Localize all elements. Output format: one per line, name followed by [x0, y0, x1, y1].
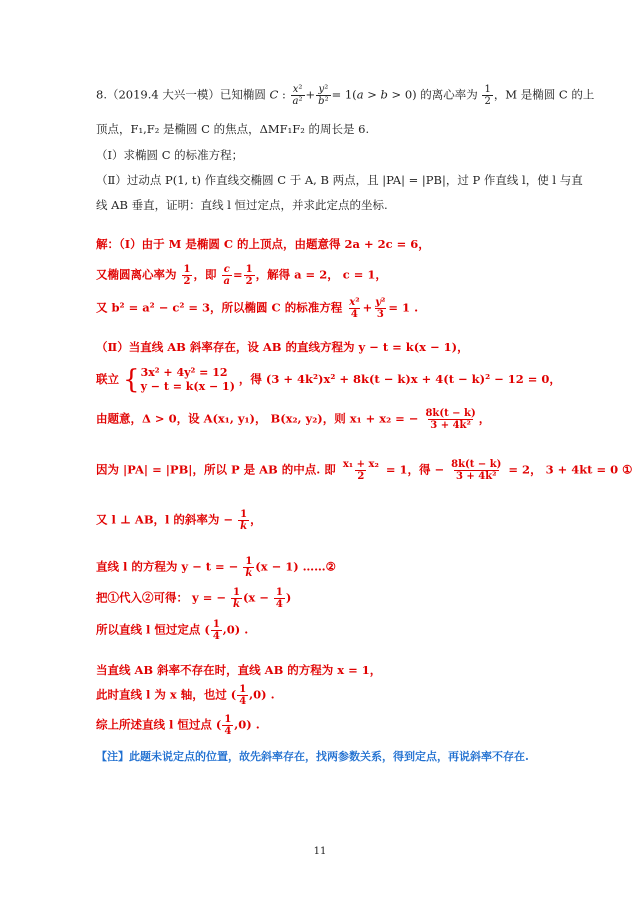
fraction-y2-b2: $\frac{\text{y²}}{\text{b²}}$: [318, 84, 329, 107]
problem-line-2: 顶点，F₁,F₂ 是椭圆 C 的焦点，ΔMF₁F₂ 的周长是 6.: [96, 122, 370, 136]
fraction-x2-a2: $\frac{\text{x²}}{\text{a²}}$: [292, 84, 303, 107]
solution-step-5: 联立 { 3x² + 4y² = 12 y − t = k(x − 1) ，得 (3 + 4k²)x² + 8k(t − k)x + 4(t − k)² − 12 = 0，: [96, 365, 561, 395]
problem-part-2-line-2: 线 AB 垂直，证明：直线 l 恒过定点，并求此定点的坐标.: [96, 198, 388, 212]
solution-step-6: 由题意，Δ > 0，设 A(x₁, y₁)， B(x₂, y₂)，则 x₁ + x₂ = − $\frac{8k(t - k)}{\text{3 + 4k²}}$ ，: [96, 408, 491, 431]
solution-step-11: 所以直线 l 恒过定点 ( $\frac{1}{4}$ ,0) .: [96, 619, 249, 642]
note: 【注】此题未说定点的位置，故先斜率存在，找两参数关系，得到定点，再说斜率不存在.: [96, 750, 529, 763]
solution-step-12: 当直线 AB 斜率不存在时，直线 AB 的方程为 x = 1，: [96, 663, 382, 677]
solution-step-3: 又 b² = a² − c² = 3，所以椭圆 C 的标准方程 $\frac{\text{x²}}{4}$ + $\frac{\text{y²}}{3}$ = 1 .: [96, 297, 419, 320]
solution-step-2: 又椭圆离心率为 $\frac{1}{2}$ ，即 $\frac{c}{a}$ = $\frac{1}{2}$ ，解得 a = 2， c = 1，: [96, 264, 387, 287]
problem-part-2-line-1: （Ⅱ）过动点 P(1, t) 作直线交椭圆 C 于 A, B 两点，且 |PA| = |PB|，过 P 作直线 l，使 l 与直: [96, 173, 583, 187]
solution-step-1: 解：（Ⅰ）由于 M 是椭圆 C 的上顶点，由题意得 2a + 2c = 6，: [96, 237, 430, 251]
page-number: 11: [313, 846, 327, 857]
fraction-one-half: $\frac{1}{2}$: [484, 84, 491, 107]
problem-line-1: 8.（2019.4 大兴一模）已知椭圆 C : $\frac{\text{x²}}{\text{a²}}$ + $\frac{\text{y²}}{\text{b²}}$ = 1(a > b > 0) 的离心率为 $\frac{1}{2}$ ，M 是椭圆 C 的上: [96, 84, 595, 107]
solution-step-8: 又 l ⊥ AB，l 的斜率为 − $\frac{1}{k}$ ，: [96, 509, 262, 532]
solution-step-14: 综上所述直线 l 恒过点 ( $\frac{1}{4}$ ,0) .: [96, 714, 260, 737]
equation-system: { 3x² + 4y² = 12 y − t = k(x − 1): [123, 365, 235, 395]
problem-part-1: （Ⅰ）求椭圆 C 的标准方程；: [96, 148, 244, 162]
solution-step-13: 此时直线 l 为 x 轴，也过 ( $\frac{1}{4}$ ,0) .: [96, 684, 275, 707]
solution-step-10: 把①代入②可得： y = − $\frac{1}{k}$ (x − $\frac{1}{4}$ ): [96, 587, 292, 610]
solution-step-4: （Ⅱ）当直线 AB 斜率存在，设 AB 的直线方程为 y − t = k(x − 1)，: [96, 340, 469, 354]
solution-step-7: 因为 |PA| = |PB|，所以 P 是 AB 的中点. 即 $\frac{\text{x₁ + x₂}}{2}$ = 1，得 − $\frac{8k(t - k)}{\text{3 + 4k²}}$ = 2， 3 + 4kt = 0 ①: [96, 459, 633, 482]
solution-step-9: 直线 l 的方程为 y − t = − $\frac{1}{k}$ (x − 1) ……②: [96, 556, 336, 579]
